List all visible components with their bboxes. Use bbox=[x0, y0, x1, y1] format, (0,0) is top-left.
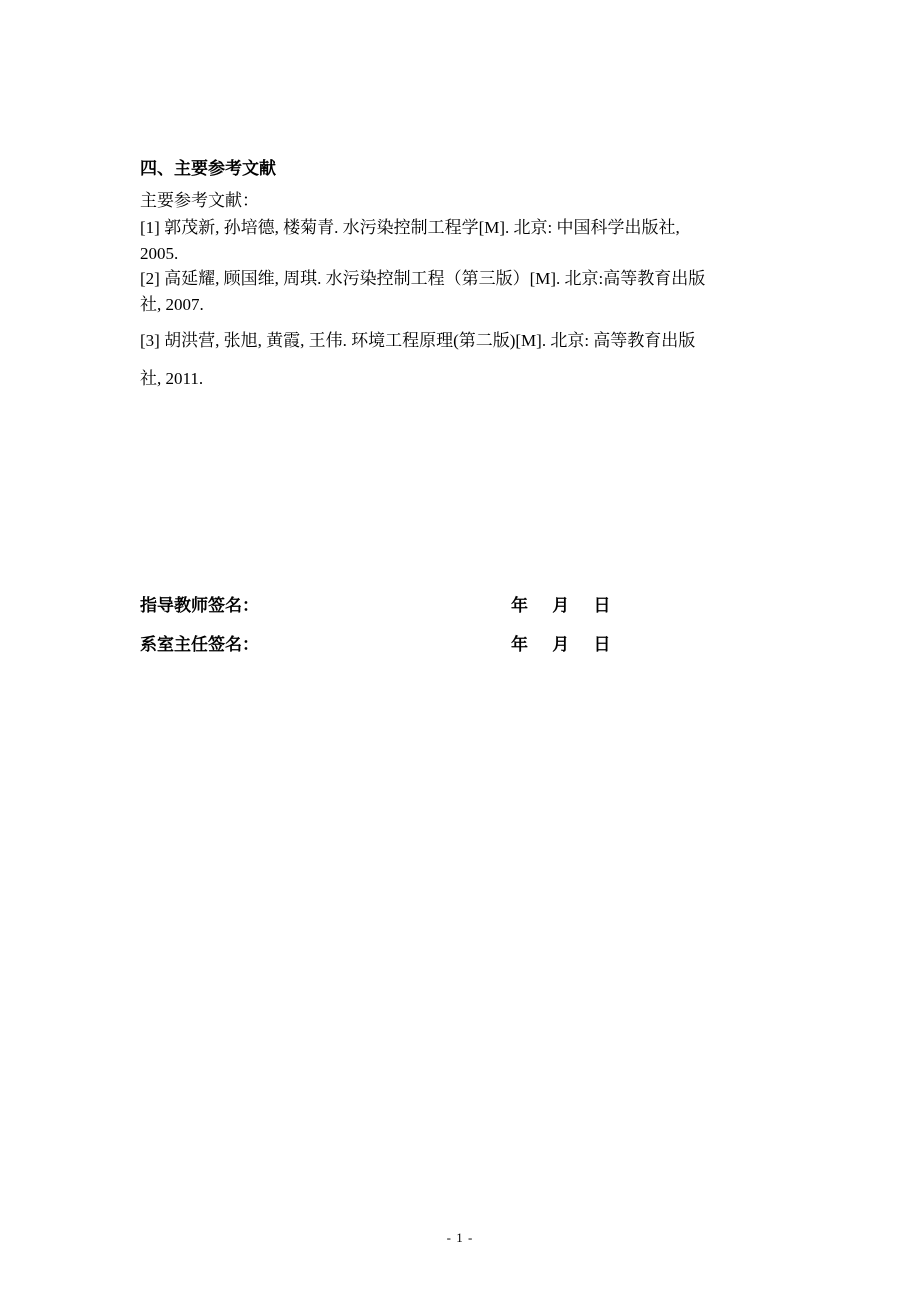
section-heading: 四、主要参考文献 bbox=[140, 159, 276, 178]
reference-item-2 bbox=[140, 266, 785, 318]
department-head-signature-label: 系室主任签名： bbox=[140, 635, 259, 654]
department-head-signature-date bbox=[511, 632, 611, 658]
advisor-signature-date bbox=[511, 593, 611, 619]
references-intro-label: 主要参考文献： bbox=[140, 191, 259, 210]
advisor-signature-row bbox=[140, 593, 620, 619]
department-head-date-year: 年 bbox=[511, 635, 528, 654]
advisor-date-year: 年 bbox=[511, 596, 528, 615]
advisor-signature-field bbox=[265, 595, 485, 617]
advisor-signature-label: 指导教师签名： bbox=[140, 596, 259, 615]
department-head-date-day: 日 bbox=[593, 635, 611, 654]
reference-1-line-1: [1] 郭茂新, 孙培德, 楼菊青. 水污染控制工程学[M]. 北京: 中国科学出版社, bbox=[140, 218, 680, 237]
reference-3-line-2: 社, 2011. bbox=[140, 369, 204, 388]
advisor-date-month: 月 bbox=[552, 596, 570, 615]
page-number: - 1 - bbox=[446, 1230, 474, 1245]
department-head-date-month: 月 bbox=[552, 635, 570, 654]
reference-3-line-1: [3] 胡洪营, 张旭, 黄霞, 王伟. 环境工程原理(第二版)[M]. 北京: 高等教育出版 bbox=[140, 331, 696, 350]
reference-2-line-2: 社, 2007. bbox=[140, 295, 204, 314]
advisor-date-day: 日 bbox=[593, 596, 611, 615]
reference-1-line-2: 2005. bbox=[140, 244, 179, 263]
department-head-signature-field bbox=[265, 634, 485, 656]
reference-2-line-1: [2] 高延耀, 顾国维, 周琪. 水污染控制工程（第三版）[M]. 北京:高等教育出版 bbox=[140, 269, 706, 288]
department-head-signature-row bbox=[140, 632, 620, 658]
reference-item-1 bbox=[140, 215, 785, 267]
reference-item-3 bbox=[140, 322, 785, 398]
